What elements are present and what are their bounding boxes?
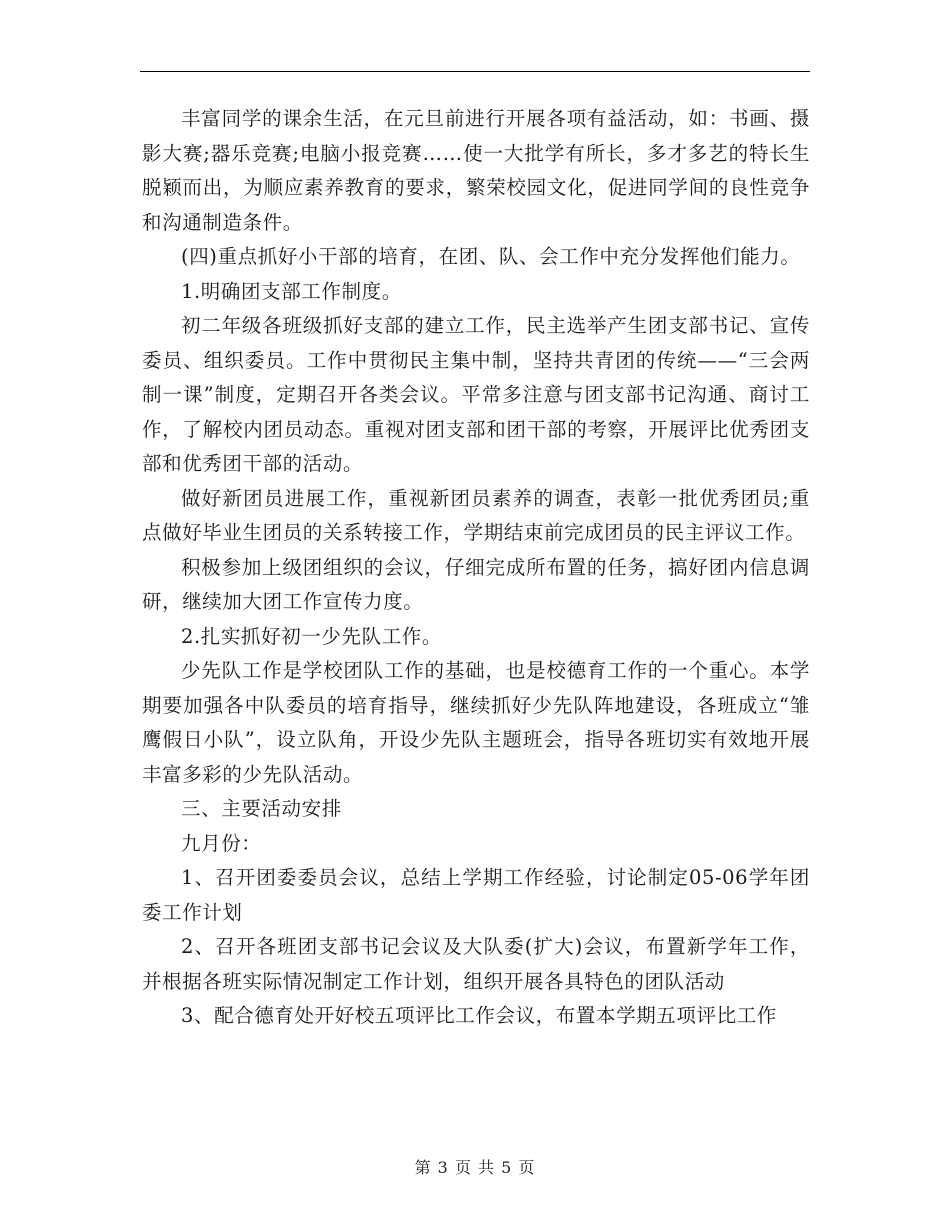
section-heading: 2.扎实抓好初一少先队工作。 [181, 624, 443, 648]
paragraph: 丰富同学的课余生活，在元旦前进行开展各项有益活动，如：书画、摄影大赛;器乐竞赛;电脑小报竞赛……使一大批学有所长，多才多艺的特长生脱颖而出，为顺应素养教育的要求，繁荣校园文化，促进同学间的良性竞争和沟通制造条件。 [142, 107, 810, 234]
list-item: 2、召开各班团支部书记会议及大队委(扩大)会议，布置新学年工作，并根据各班实际情况制定工作计划，组织开展各具特色的团队活动 [142, 935, 810, 993]
section-heading: 三、主要活动安排 [181, 797, 342, 820]
page-number: 第 3 页 共 5 页 [414, 1158, 536, 1177]
header-rule [140, 71, 810, 72]
paragraph: 少先队工作是学校团队工作的基础，也是校德育工作的一个重心。本学期要加强各中队委员的培育指导，继续抓好少先队阵地建设，各班成立“雏鹰假日小队”，设立队角，开设少先队主题班会，指导各班切实有效地开展丰富多彩的少先队活动。 [142, 659, 810, 786]
section-heading: 1.明确团支部工作制度。 [181, 279, 402, 303]
paragraph: (四)重点抓好小干部的培育，在团、队、会工作中充分发挥他们能力。 [181, 245, 801, 268]
document-body [142, 102, 810, 1034]
list-item: 3、配合德育处开好校五项评比工作会议，布置本学期五项评比工作 [181, 1004, 777, 1027]
paragraph: 积极参加上级团组织的会议，仔细完成所布置的任务，搞好团内信息调研，继续加大团工作宣传力度。 [142, 555, 810, 613]
month-heading: 九月份： [181, 831, 262, 855]
paragraph: 初二年级各班级抓好支部的建立工作，民主选举产生团支部书记、宣传委员、组织委员。工作中贯彻民主集中制，坚持共青团的传统——“三会两制一课”制度，定期召开各类会议。平常多注意与团支部书记沟通、商讨工作，了解校内团员动态。重视对团支部和团干部的考察，开展评比优秀团支部和优秀团干部的活动。 [142, 314, 810, 475]
list-item: 1、召开团委委员会议，总结上学期工作经验，讨论制定05-06学年团委工作计划 [142, 866, 810, 924]
paragraph: 做好新团员进展工作，重视新团员素养的调查，表彰一批优秀团员;重点做好毕业生团员的关系转接工作，学期结束前完成团员的民主评议工作。 [142, 486, 810, 544]
